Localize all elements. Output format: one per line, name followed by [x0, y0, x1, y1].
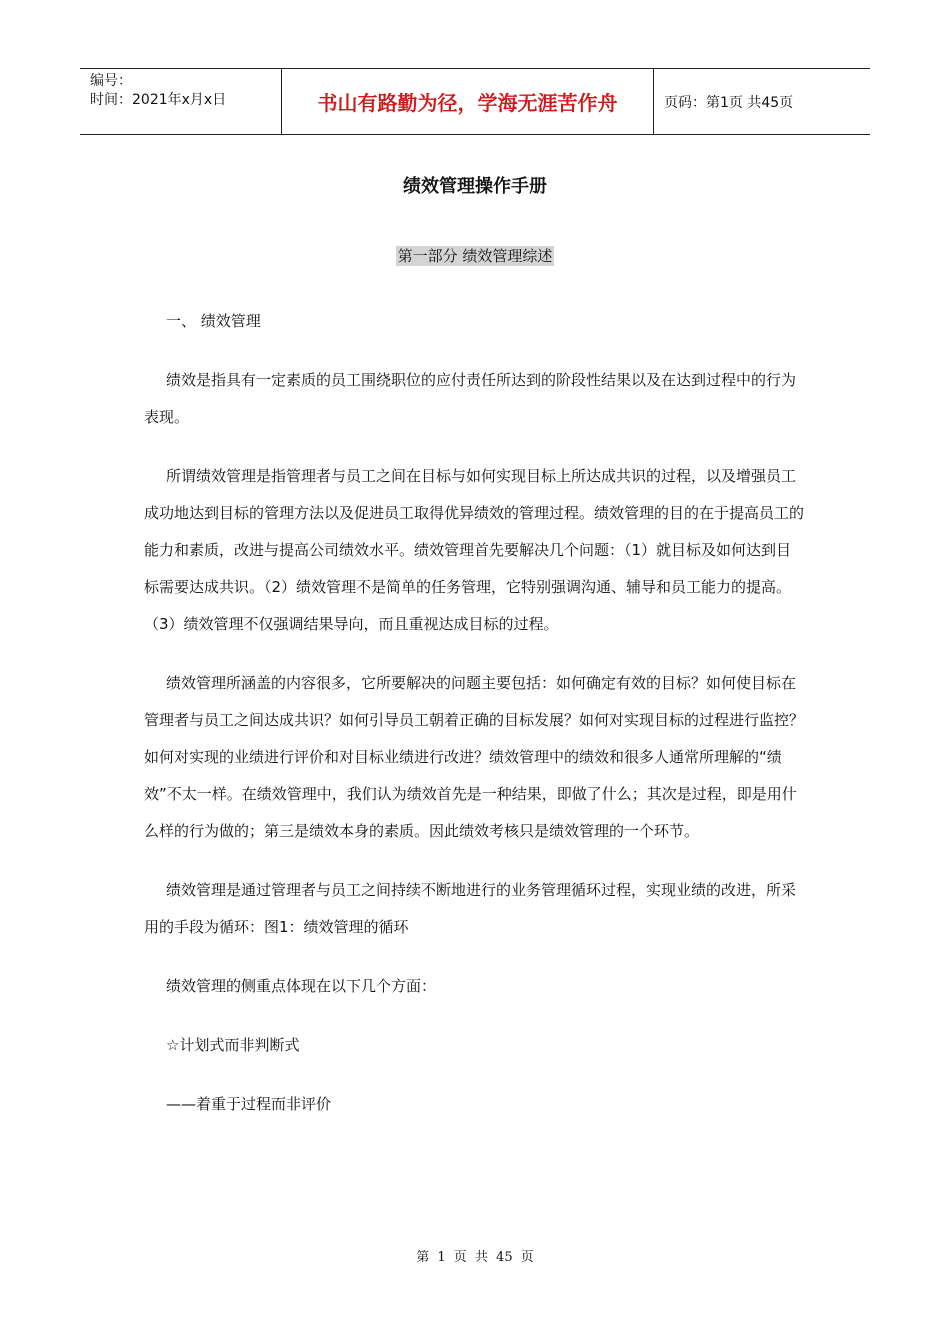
dash-item: ——着重于过程而非评价 — [166, 1095, 332, 1113]
header-motto: 书山有路勤为径，学海无涯苦作舟 — [282, 69, 654, 134]
page-header — [80, 68, 870, 135]
bullet-item: ☆计划式而非判断式 — [166, 1036, 300, 1054]
paragraph-3: 绩效管理所涵盖的内容很多，它所要解决的问题主要包括：如何确定有效的目标？如何使目标在管理者与员工之间达成共识？如何引导员工朝着正确的目标发展？如何对实现目标的过程进行监控？如何对实现的业绩进行评价和对目标业绩进行改进？绩效管理中的绩效和很多人通常所理解的“绩效”不太一样。在绩效管理中，我们认为绩效首先是一种结果，即做了什么；其次是过程，即是用什么样的行为做的；第三是绩效本身的素质。因此绩效考核只是绩效管理的一个环节。 — [144, 674, 805, 840]
paragraph-1: 绩效是指具有一定素质的员工围绕职位的应付责任所达到的阶段性结果以及在达到过程中的行为表现。 — [144, 371, 797, 426]
page-footer: 第 1 页 共 45 页 — [416, 1250, 534, 1265]
header-page-info: 页码：第1页 共45页 — [664, 94, 794, 111]
part-subtitle: 第一部分 绩效管理综述 — [397, 247, 553, 265]
document-title: 绩效管理操作手册 — [403, 176, 547, 197]
section-heading: 一、 绩效管理 — [166, 312, 261, 330]
paragraph-2: 所谓绩效管理是指管理者与员工之间在目标与如何实现目标上所达成共识的过程，以及增强员工成功地达到目标的管理方法以及促进员工取得优异绩效的管理过程。绩效管理的目的在于提高员工的能力和素质，改进与提高公司绩效水平。绩效管理首先要解决几个问题：（1）就目标及如何达到目标需要达成共识。（2）绩效管理不是简单的任务管理，它特别强调沟通、辅导和员工能力的提高。（3）绩效管理不仅强调结果导向，而且重视达成目标的过程。 — [144, 467, 805, 633]
paragraph-5: 绩效管理的侧重点体现在以下几个方面： — [166, 977, 437, 995]
document-body — [144, 303, 806, 1123]
paragraph-4: 绩效管理是通过管理者与员工之间持续不断地进行的业务管理循环过程，实现业绩的改进，所采用的手段为循环：图1：绩效管理的循环 — [144, 881, 797, 936]
document-date: 时间：2021年x月x日 — [90, 92, 227, 108]
subtitle-wrapper — [0, 245, 950, 266]
document-number-label: 编号： — [90, 73, 132, 89]
header-meta — [80, 69, 282, 134]
